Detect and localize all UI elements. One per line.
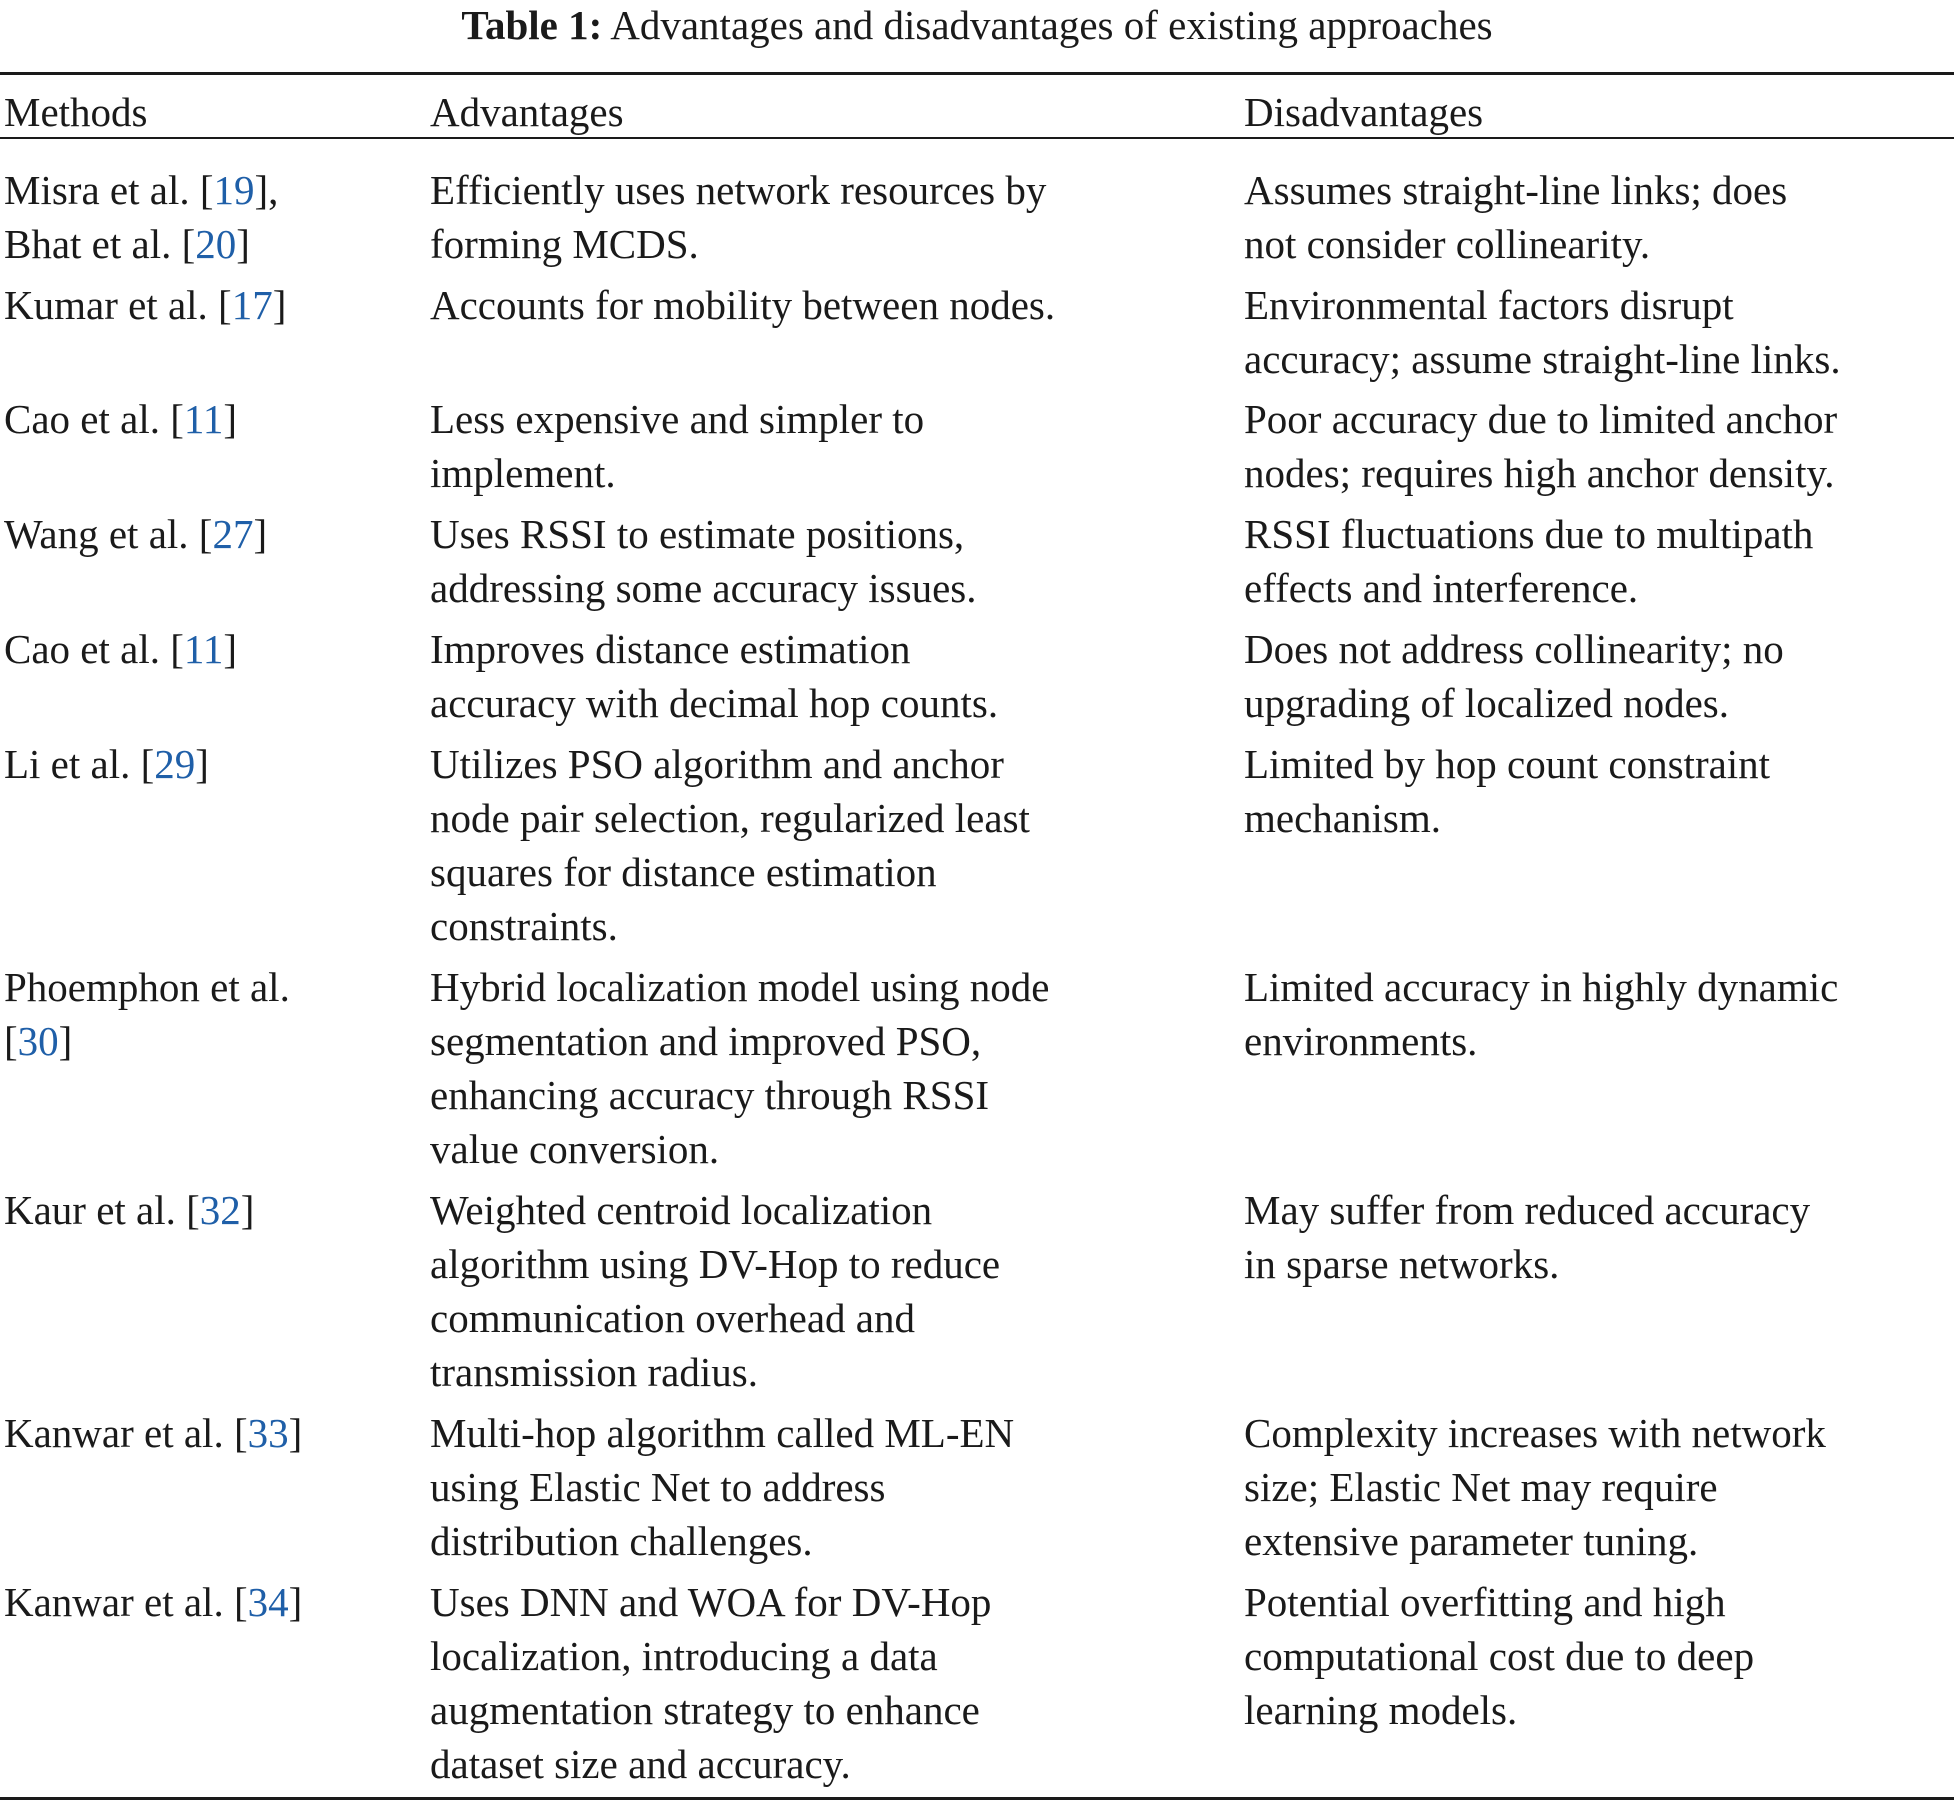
advantages-line: enhancing accuracy through RSSI bbox=[430, 1072, 990, 1118]
method-cell bbox=[4, 622, 237, 676]
method-name: Wang et al. [ bbox=[4, 511, 213, 557]
advantages-line: value conversion. bbox=[430, 1126, 720, 1172]
method-name: Kumar et al. [ bbox=[4, 282, 232, 328]
disadvantages-line: accuracy; assume straight-line links. bbox=[1244, 336, 1841, 382]
method-line bbox=[4, 507, 267, 561]
advantages-line: accuracy with decimal hop counts. bbox=[430, 680, 999, 726]
disadvantages-cell bbox=[1244, 960, 1838, 1068]
method-line bbox=[4, 1183, 254, 1237]
method-line bbox=[4, 217, 278, 271]
method-line bbox=[4, 622, 237, 676]
disadvantages-cell bbox=[1244, 1406, 1826, 1568]
citation-bracket: ] bbox=[253, 511, 268, 557]
disadvantages-cell bbox=[1244, 737, 1770, 845]
advantages-line: dataset size and accuracy. bbox=[430, 1741, 851, 1787]
advantages-line: Hybrid localization model using node bbox=[430, 964, 1050, 1010]
method-line bbox=[4, 1575, 302, 1629]
citation-bracket: ] bbox=[240, 1187, 255, 1233]
disadvantages-line: effects and interference. bbox=[1244, 565, 1639, 611]
advantages-cell bbox=[430, 278, 1055, 332]
method-name: [ bbox=[4, 1018, 18, 1064]
advantages-line: addressing some accuracy issues. bbox=[430, 565, 977, 611]
disadvantages-cell bbox=[1244, 392, 1837, 500]
disadvantages-line: computational cost due to deep bbox=[1244, 1633, 1755, 1679]
advantages-line: Uses RSSI to estimate positions, bbox=[430, 511, 965, 557]
citation-bracket: ] bbox=[223, 626, 238, 672]
disadvantages-line: in sparse networks. bbox=[1244, 1241, 1560, 1287]
method-cell bbox=[4, 1183, 254, 1237]
citation-link[interactable]: 33 bbox=[247, 1410, 289, 1456]
citation-link[interactable]: 17 bbox=[231, 282, 273, 328]
citation-bracket: ], bbox=[254, 167, 279, 213]
method-line bbox=[4, 392, 237, 446]
disadvantages-cell bbox=[1244, 163, 1787, 271]
method-name: Li et al. [ bbox=[4, 741, 155, 787]
disadvantages-line: Assumes straight-line links; does bbox=[1244, 167, 1788, 213]
method-cell bbox=[4, 1406, 302, 1460]
advantages-cell bbox=[430, 737, 1030, 953]
method-line bbox=[4, 960, 290, 1014]
method-line bbox=[4, 1014, 290, 1068]
advantages-line: Efficiently uses network resources by bbox=[430, 167, 1047, 213]
header-methods: Methods bbox=[4, 89, 148, 135]
method-cell bbox=[4, 392, 237, 446]
disadvantages-cell bbox=[1244, 1575, 1754, 1737]
citation-link[interactable]: 30 bbox=[17, 1018, 59, 1064]
method-cell bbox=[4, 737, 209, 791]
advantages-line: forming MCDS. bbox=[430, 221, 699, 267]
disadvantages-line: Environmental factors disrupt bbox=[1244, 282, 1734, 328]
bottom-rule bbox=[0, 1797, 1954, 1800]
header-disadvantages: Disadvantages bbox=[1244, 89, 1484, 135]
advantages-line: Multi-hop algorithm called ML-EN bbox=[430, 1410, 1015, 1456]
disadvantages-cell bbox=[1244, 622, 1784, 730]
top-rule bbox=[0, 72, 1954, 75]
citation-link[interactable]: 20 bbox=[195, 221, 237, 267]
method-line bbox=[4, 163, 278, 217]
table-caption-text: Advantages and disadvantages of existing approaches bbox=[610, 2, 1493, 48]
advantages-line: localization, introducing a data bbox=[430, 1633, 938, 1679]
disadvantages-line: mechanism. bbox=[1244, 795, 1441, 841]
advantages-line: constraints. bbox=[430, 903, 618, 949]
disadvantages-line: not consider collinearity. bbox=[1244, 221, 1651, 267]
citation-link[interactable]: 19 bbox=[213, 167, 255, 213]
method-line bbox=[4, 1406, 302, 1460]
method-cell bbox=[4, 1575, 302, 1629]
advantages-line: transmission radius. bbox=[430, 1349, 758, 1395]
disadvantages-line: RSSI fluctuations due to multipath bbox=[1244, 511, 1814, 557]
method-cell bbox=[4, 507, 267, 561]
method-line bbox=[4, 278, 286, 332]
advantages-cell bbox=[430, 1183, 1000, 1399]
disadvantages-line: Potential overfitting and high bbox=[1244, 1579, 1726, 1625]
advantages-line: distribution challenges. bbox=[430, 1518, 813, 1564]
citation-bracket: ] bbox=[58, 1018, 73, 1064]
advantages-line: Improves distance estimation bbox=[430, 626, 911, 672]
citation-bracket: ] bbox=[272, 282, 287, 328]
citation-link[interactable]: 29 bbox=[154, 741, 196, 787]
citation-bracket: ] bbox=[195, 741, 209, 787]
advantages-line: squares for distance estimation bbox=[430, 849, 937, 895]
method-name: Kaur et al. [ bbox=[4, 1187, 200, 1233]
table-caption-label: Table 1: bbox=[461, 2, 603, 48]
advantages-cell bbox=[430, 392, 924, 500]
disadvantages-line: Limited accuracy in highly dynamic bbox=[1244, 964, 1839, 1010]
header-advantages: Advantages bbox=[430, 89, 624, 135]
table-caption bbox=[0, 0, 1954, 54]
disadvantages-line: extensive parameter tuning. bbox=[1244, 1518, 1699, 1564]
disadvantages-cell bbox=[1244, 507, 1813, 615]
method-name: Phoemphon et al. bbox=[4, 964, 290, 1010]
disadvantages-line: Limited by hop count constraint bbox=[1244, 741, 1771, 787]
citation-bracket: ] bbox=[288, 1579, 303, 1625]
disadvantages-line: Poor accuracy due to limited anchor bbox=[1244, 396, 1838, 442]
disadvantages-cell bbox=[1244, 278, 1841, 386]
advantages-line: Weighted centroid localization bbox=[430, 1187, 933, 1233]
advantages-line: augmentation strategy to enhance bbox=[430, 1687, 980, 1733]
disadvantages-line: environments. bbox=[1244, 1018, 1478, 1064]
advantages-cell bbox=[430, 163, 1046, 271]
advantages-line: communication overhead and bbox=[430, 1295, 915, 1341]
citation-bracket: ] bbox=[236, 221, 250, 267]
method-cell bbox=[4, 163, 278, 271]
header-rule bbox=[0, 137, 1954, 139]
disadvantages-cell bbox=[1244, 1183, 1810, 1291]
citation-link[interactable]: 32 bbox=[199, 1187, 241, 1233]
method-name: Cao et al. [ bbox=[4, 396, 184, 442]
citation-bracket: ] bbox=[223, 396, 238, 442]
method-cell bbox=[4, 278, 286, 332]
advantages-cell bbox=[430, 960, 1049, 1176]
advantages-cell bbox=[430, 1575, 991, 1791]
advantages-line: using Elastic Net to address bbox=[430, 1464, 886, 1510]
method-cell bbox=[4, 960, 290, 1068]
advantages-line: Accounts for mobility between nodes. bbox=[430, 282, 1056, 328]
advantages-line: segmentation and improved PSO, bbox=[430, 1018, 982, 1064]
citation-link[interactable]: 27 bbox=[212, 511, 254, 557]
advantages-line: implement. bbox=[430, 450, 616, 496]
method-name: Kanwar et al. [ bbox=[4, 1579, 248, 1625]
advantages-cell bbox=[430, 1406, 1014, 1568]
advantages-line: algorithm using DV-Hop to reduce bbox=[430, 1241, 1001, 1287]
advantages-cell bbox=[430, 622, 998, 730]
advantages-cell bbox=[430, 507, 977, 615]
method-name: Bhat et al. [ bbox=[4, 221, 196, 267]
citation-link[interactable]: 34 bbox=[247, 1579, 289, 1625]
disadvantages-line: upgrading of localized nodes. bbox=[1244, 680, 1730, 726]
method-name: Kanwar et al. [ bbox=[4, 1410, 248, 1456]
citation-link[interactable]: 11 bbox=[183, 396, 224, 442]
citation-bracket: ] bbox=[288, 1410, 303, 1456]
advantages-line: Utilizes PSO algorithm and anchor bbox=[430, 741, 1004, 787]
disadvantages-line: Complexity increases with network bbox=[1244, 1410, 1826, 1456]
method-line bbox=[4, 737, 209, 791]
advantages-line: node pair selection, regularized least bbox=[430, 795, 1030, 841]
citation-link[interactable]: 11 bbox=[183, 626, 224, 672]
disadvantages-line: learning models. bbox=[1244, 1687, 1518, 1733]
method-name: Misra et al. [ bbox=[4, 167, 214, 213]
advantages-line: Less expensive and simpler to bbox=[430, 396, 925, 442]
disadvantages-line: nodes; requires high anchor density. bbox=[1244, 450, 1835, 496]
disadvantages-line: size; Elastic Net may require bbox=[1244, 1464, 1718, 1510]
disadvantages-line: May suffer from reduced accuracy bbox=[1244, 1187, 1811, 1233]
disadvantages-line: Does not address collinearity; no bbox=[1244, 626, 1784, 672]
method-name: Cao et al. [ bbox=[4, 626, 184, 672]
advantages-line: Uses DNN and WOA for DV-Hop bbox=[430, 1579, 992, 1625]
